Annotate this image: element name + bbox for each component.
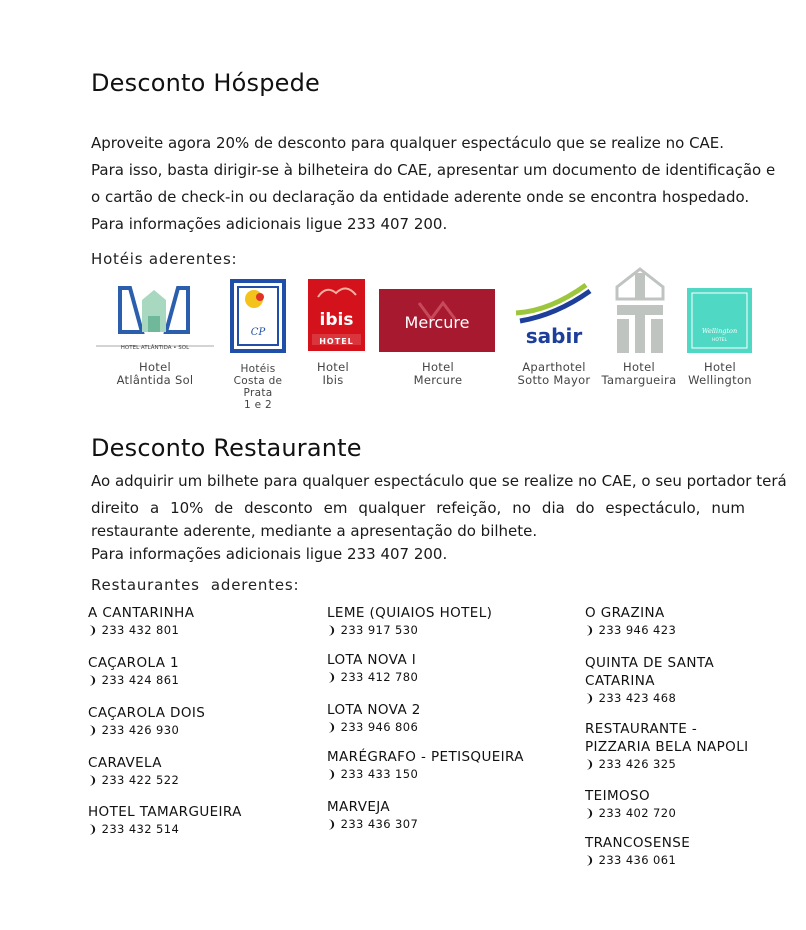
restaurant-phone: ❩ 233 432 514 <box>88 822 180 836</box>
phone-icon: ❩ <box>585 854 595 867</box>
phone-icon: ❩ <box>585 758 595 771</box>
phone-icon: ❩ <box>327 671 337 684</box>
hotel-wellington-logo-text: Wellington <box>701 327 738 335</box>
restaurant-name: CAÇAROLA DOIS <box>88 705 206 721</box>
restaurant-phone: ❩ 233 436 061 <box>585 853 677 867</box>
restaurant-name: CAÇAROLA 1 <box>88 655 180 671</box>
hotels-heading: Hotéis aderentes: <box>91 250 238 268</box>
restaurant-item <box>88 704 288 739</box>
restaurant-name: LOTA NOVA 2 <box>327 702 421 718</box>
restaurant-phone: ❩ 233 423 468 <box>585 691 677 705</box>
restaurant-phone: ❩ 233 402 720 <box>585 806 677 820</box>
hotel-caption: Aparthotel Sotto Mayor <box>517 360 591 387</box>
hotel-wellington-logo-subtext: HOTEL <box>711 338 728 343</box>
restaurant-phone: ❩ 233 433 150 <box>327 767 419 781</box>
restaurant-discount-text <box>91 470 787 566</box>
hotel-ibis-logo-subtext: HOTEL <box>319 337 354 346</box>
restaurant-item <box>585 834 785 869</box>
phone-icon: ❩ <box>88 674 98 687</box>
guest-text-line: o cartão de check-in ou declaração da entidade aderente onde se encontra hospedado. <box>91 188 750 206</box>
restaurant-phone: ❩ 233 422 522 <box>88 773 180 787</box>
restaurant-name: TEIMOSO <box>585 788 651 804</box>
hotel-sabir-logo <box>510 281 592 353</box>
hotel-tamargueira-logo <box>613 267 667 353</box>
restaurant-item <box>88 654 288 689</box>
restaurant-phone: ❩ 233 412 780 <box>327 670 419 684</box>
restaurant-discount-title: Desconto Restaurante <box>91 434 362 462</box>
phone-icon: ❩ <box>585 807 595 820</box>
hotel-caption: Hotel Ibis <box>317 360 349 387</box>
restaurant-item <box>327 651 557 686</box>
restaurants-heading: Restaurantes aderentes: <box>91 576 300 594</box>
restaurant-name: A CANTARINHA <box>88 605 195 621</box>
hotel-costa-de-prata-logo <box>230 279 286 353</box>
restaurant-name: RESTAURANTE - <box>585 721 698 737</box>
hotel-sabir-logo-text: sabir <box>525 324 583 348</box>
restaurant-phone: ❩ 233 436 307 <box>327 817 419 831</box>
restaurant-name: LOTA NOVA I <box>327 652 417 668</box>
restaurant-phone: ❩ 233 426 325 <box>585 757 677 771</box>
restaurant-item <box>585 720 785 773</box>
hotel-caption: Hotel Atlântida Sol <box>116 360 194 387</box>
restaurant-name: MARÉGRAFO - PETISQUEIRA <box>327 749 524 765</box>
phone-icon: ❩ <box>585 624 595 637</box>
hotel-atlantida-logo <box>96 286 214 352</box>
guest-discount-title: Desconto Hóspede <box>91 69 320 97</box>
hotel-costa-de-prata-logo-text: CP <box>250 327 266 338</box>
restaurant-item <box>88 803 288 838</box>
phone-icon: ❩ <box>327 721 337 734</box>
restaurant-phone: ❩ 233 432 801 <box>88 623 180 637</box>
restaurant-name: MARVEJA <box>327 799 391 815</box>
restaurant-text-line: restaurante aderente, mediante a apresentação do bilhete. <box>91 522 538 540</box>
phone-icon: ❩ <box>585 692 595 705</box>
hotel-caption: Hotel Wellington <box>688 360 752 387</box>
restaurant-name: TRANCOSENSE <box>585 835 691 851</box>
hotel-ibis-logo-text: ibis <box>319 310 354 330</box>
hotel-caption: Hotel Tamargueira <box>601 360 677 387</box>
restaurant-phone: ❩ 233 424 861 <box>88 673 180 687</box>
phone-icon: ❩ <box>327 768 337 781</box>
phone-icon: ❩ <box>88 624 98 637</box>
restaurant-phone: ❩ 233 426 930 <box>88 723 180 737</box>
guest-discount-text <box>91 130 776 238</box>
hotel-mercure-logo <box>379 289 495 352</box>
hotel-mercure-logo-text: Mercure <box>404 313 470 332</box>
restaurant-item <box>327 748 557 783</box>
guest-text-line: Para isso, basta dirigir-se à bilheteira do CAE, apresentar um documento de identificação e <box>91 161 776 179</box>
restaurant-text-line: direito a 10% de desconto em qualquer refeição, no dia do espectáculo, num <box>91 499 745 517</box>
hotel-ibis-logo <box>308 279 365 351</box>
restaurant-text-line: Ao adquirir um bilhete para qualquer espectáculo que se realize no CAE, o seu portador terá <box>91 472 787 490</box>
restaurant-name: O GRAZINA <box>585 605 665 621</box>
hotel-atlantida-logo-text: HOTEL ATLÂNTIDA • SOL <box>120 345 190 351</box>
restaurant-item <box>585 787 785 822</box>
phone-icon: ❩ <box>327 818 337 831</box>
restaurant-item <box>327 701 557 736</box>
restaurant-name-line2: CATARINA <box>585 673 655 689</box>
restaurant-item <box>327 798 557 833</box>
restaurant-name: HOTEL TAMARGUEIRA <box>88 804 242 820</box>
phone-icon: ❩ <box>88 724 98 737</box>
guest-text-line: Para informações adicionais ligue 233 407 200. <box>91 215 448 233</box>
restaurant-item <box>327 604 557 639</box>
restaurant-item <box>585 604 785 639</box>
phone-icon: ❩ <box>88 774 98 787</box>
hotel-caption: Hotel Mercure <box>413 360 463 387</box>
restaurant-item <box>88 604 288 639</box>
restaurant-item <box>585 654 785 707</box>
restaurant-name-line2: PIZZARIA BELA NAPOLI <box>585 739 749 755</box>
restaurant-text-line: Para informações adicionais ligue 233 407 200. <box>91 545 448 563</box>
guest-text-line: Aproveite agora 20% de desconto para qualquer espectáculo que se realize no CAE. <box>91 134 725 152</box>
hotel-wellington-logo <box>687 288 752 353</box>
restaurant-name: LEME (QUIAIOS HOTEL) <box>327 605 493 621</box>
restaurant-phone: ❩ 233 946 806 <box>327 720 419 734</box>
phone-icon: ❩ <box>88 823 98 836</box>
phone-icon: ❩ <box>327 624 337 637</box>
restaurant-item <box>88 754 288 789</box>
restaurant-name: CARAVELA <box>88 755 162 771</box>
restaurant-name: QUINTA DE SANTA <box>585 655 715 671</box>
restaurant-phone: ❩ 233 946 423 <box>585 623 677 637</box>
hotel-caption: Hotéis Costa de Prata 1 e 2 <box>233 363 283 411</box>
restaurant-phone: ❩ 233 917 530 <box>327 623 419 637</box>
